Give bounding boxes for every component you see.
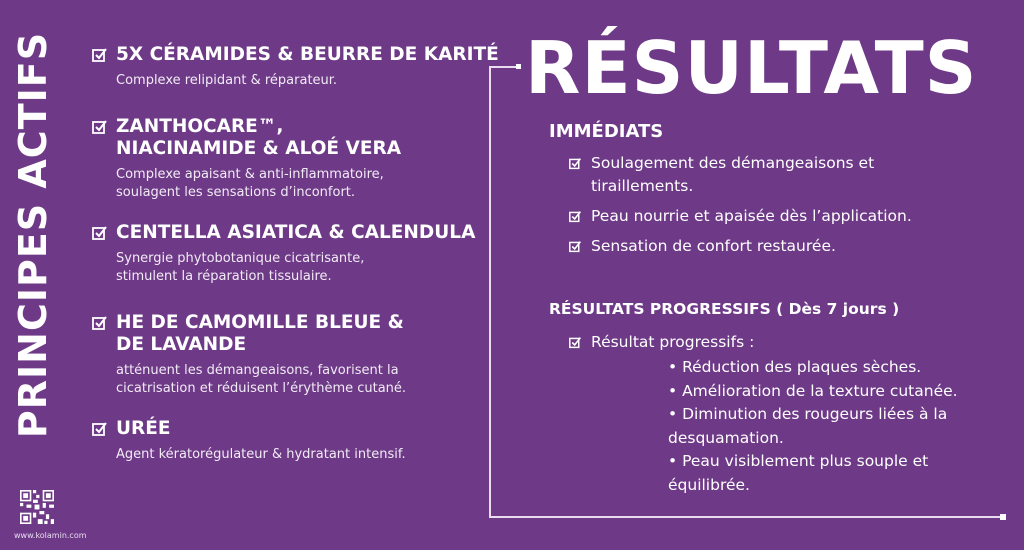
active-description — [116, 166, 401, 202]
results-title: RÉSULTATS — [525, 26, 978, 110]
vertical-title — [8, 0, 58, 470]
bracket-line-top — [489, 66, 519, 68]
active-item — [92, 222, 475, 286]
active-title — [92, 44, 499, 66]
title-line: ZANTHOCARE™, — [116, 116, 284, 137]
result-text: Résultat progressifs : — [591, 333, 755, 351]
active-title — [92, 222, 475, 244]
active-title-text — [116, 312, 404, 356]
active-description — [116, 446, 406, 464]
immediate-result-item — [569, 235, 989, 258]
checkbox-checked-icon — [569, 240, 582, 253]
immediate-result-item — [569, 152, 989, 198]
active-item — [92, 44, 499, 90]
title-line: NIACINAMIDE & ALOÉ VERA — [116, 138, 402, 159]
active-item — [92, 418, 406, 464]
desc-line: cicatrisation et réduisent l’érythème cutané. — [116, 381, 407, 396]
bracket-dot — [1000, 514, 1006, 520]
progressive-results-title: RÉSULTATS PROGRESSIFS ( Dès 7 jours ) — [549, 300, 900, 318]
list-item: • Réduction des plaques sèches. — [668, 358, 922, 376]
list-item: • Peau visiblement plus souple et équilibrée. — [668, 452, 929, 494]
result-text — [591, 152, 874, 198]
result-line: tiraillements. — [591, 177, 694, 195]
bracket-line-vertical — [489, 66, 491, 518]
desc-line: Agent kératorégulateur & hydratant intensif. — [116, 447, 406, 462]
checkbox-checked-icon — [92, 421, 108, 437]
list-item: • Diminution des rougeurs liées à la desquamation. — [668, 405, 948, 447]
active-description — [116, 362, 406, 398]
bracket-line-bottom — [489, 516, 1003, 518]
qr-code-icon — [20, 490, 54, 524]
active-item — [92, 312, 406, 398]
active-description — [116, 72, 499, 90]
desc-line: atténuent les démangeaisons, favorisent la — [116, 363, 399, 378]
title-line: DE LAVANDE — [116, 334, 247, 355]
active-item — [92, 116, 401, 202]
progressive-results-list — [668, 356, 998, 497]
result-text: Peau nourrie et apaisée dès l’application. — [591, 207, 912, 225]
bracket-dot — [516, 64, 521, 69]
desc-line: Synergie phytobotanique cicatrisante, — [116, 251, 365, 266]
title-line: HE DE CAMOMILLE BLEUE & — [116, 312, 404, 333]
vertical-title-text: PRINCIPES ACTIFS — [11, 31, 55, 439]
checkbox-checked-icon — [92, 225, 108, 241]
progressive-result-intro — [569, 331, 989, 354]
desc-line: Complexe apaisant & anti-inflammatoire, — [116, 167, 384, 182]
active-title — [92, 418, 406, 440]
immediate-result-item — [569, 205, 989, 228]
list-item: • Amélioration de la texture cutanée. — [668, 381, 958, 400]
checkbox-checked-icon — [92, 47, 108, 63]
active-title-text: 5X CÉRAMIDES & BEURRE DE KARITÉ — [116, 44, 499, 65]
checkbox-checked-icon — [569, 210, 582, 223]
active-title — [92, 312, 406, 356]
desc-line: Complexe relipidant & réparateur. — [116, 73, 338, 88]
checkbox-checked-icon — [92, 315, 108, 331]
result-text: Sensation de confort restaurée. — [591, 237, 836, 255]
website-url: www.kolamin.com — [14, 531, 87, 540]
active-description — [116, 250, 475, 286]
immediate-results-title: IMMÉDIATS — [549, 121, 664, 142]
active-title-text — [116, 116, 401, 160]
result-line: Soulagement des démangeaisons et — [591, 154, 875, 172]
checkbox-checked-icon — [92, 119, 108, 135]
desc-line: soulagent les sensations d’inconfort. — [116, 185, 356, 200]
desc-line: stimulent la réparation tissulaire. — [116, 269, 332, 284]
checkbox-checked-icon — [569, 336, 582, 349]
active-title-text: URÉE — [116, 418, 171, 439]
active-title-text: CENTELLA ASIATICA & CALENDULA — [116, 222, 476, 243]
active-title — [92, 116, 401, 160]
checkbox-checked-icon — [569, 157, 582, 170]
